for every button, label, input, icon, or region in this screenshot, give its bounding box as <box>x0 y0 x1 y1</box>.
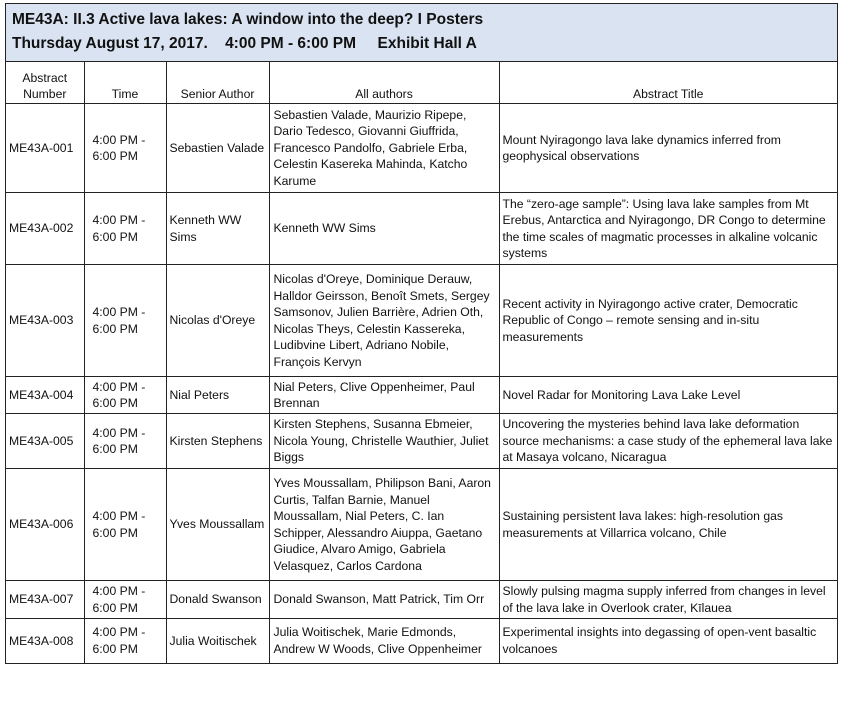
abstract-title: Slowly pulsing magma supply inferred from changes in level of the lava lake in Overlook crater, Kīlauea <box>499 581 837 619</box>
session-header <box>6 4 837 62</box>
session-date: Thursday August 17, 2017. <box>12 35 208 52</box>
abstract-number: ME43A-008 <box>6 619 84 663</box>
session-sheet <box>5 3 838 664</box>
abstract-title: Novel Radar for Monitoring Lava Lake Level <box>499 377 837 414</box>
column-header-number: Abstract Number <box>6 62 84 104</box>
senior-author: Kenneth WW Sims <box>166 193 269 265</box>
abstract-time: 4:00 PM - 6:00 PM <box>84 193 166 265</box>
abstract-time: 4:00 PM - 6:00 PM <box>84 104 166 193</box>
session-time: 4:00 PM - 6:00 PM <box>225 35 356 52</box>
all-authors: Kenneth WW Sims <box>269 193 499 265</box>
abstract-title: Experimental insights into degassing of open-vent basaltic volcanoes <box>499 619 837 663</box>
column-header-title: Abstract Title <box>499 62 837 104</box>
column-header-all-authors: All authors <box>269 62 499 104</box>
table-header-row <box>6 62 837 104</box>
abstract-title: Recent activity in Nyiragongo active crater, Democratic Republic of Congo – remote sensing and in-situ measurements <box>499 265 837 377</box>
abstract-number: ME43A-005 <box>6 414 84 469</box>
table-row <box>6 619 837 663</box>
table-row <box>6 265 837 377</box>
abstracts-table <box>6 62 837 663</box>
senior-author: Donald Swanson <box>166 581 269 619</box>
abstract-title: The “zero-age sample”: Using lava lake samples from Mt Erebus, Antarctica and Nyiragongo, DR Congo to determine the time scales of magmatic processes in alkaline volcanic systems <box>499 193 837 265</box>
abstract-number: ME43A-002 <box>6 193 84 265</box>
all-authors: Julia Woitischek, Marie Edmonds, Andrew W Woods, Clive Oppenheimer <box>269 619 499 663</box>
abstract-number: ME43A-007 <box>6 581 84 619</box>
senior-author: Sebastien Valade <box>166 104 269 193</box>
table-row <box>6 377 837 414</box>
column-header-senior-author: Senior Author <box>166 62 269 104</box>
table-row <box>6 104 837 193</box>
all-authors: Donald Swanson, Matt Patrick, Tim Orr <box>269 581 499 619</box>
abstract-number: ME43A-004 <box>6 377 84 414</box>
table-row <box>6 581 837 619</box>
session-location: Exhibit Hall A <box>377 35 477 52</box>
all-authors: Nial Peters, Clive Oppenheimer, Paul Brennan <box>269 377 499 414</box>
column-header-time: Time <box>84 62 166 104</box>
abstract-number: ME43A-001 <box>6 104 84 193</box>
session-schedule <box>12 32 831 56</box>
abstract-time: 4:00 PM - 6:00 PM <box>84 377 166 414</box>
all-authors: Kirsten Stephens, Susanna Ebmeier, Nicola Young, Christelle Wauthier, Juliet Biggs <box>269 414 499 469</box>
all-authors: Nicolas d'Oreye, Dominique Derauw, Halldor Geirsson, Benoît Smets, Sergey Samsonov, Julien Barrière, Adrien Oth, Nicolas Theys, Celestin Kassereka, Ludibvine Libert, Adriano Nobile, François Kervyn <box>269 265 499 377</box>
abstract-time: 4:00 PM - 6:00 PM <box>84 581 166 619</box>
abstract-number: ME43A-003 <box>6 265 84 377</box>
abstract-time: 4:00 PM - 6:00 PM <box>84 414 166 469</box>
table-row <box>6 414 837 469</box>
senior-author: Julia Woitischek <box>166 619 269 663</box>
abstract-title: Uncovering the mysteries behind lava lake deformation source mechanisms: a case study of the ephemeral lava lake at Masaya volcano, Nicaragua <box>499 414 837 469</box>
abstract-time: 4:00 PM - 6:00 PM <box>84 619 166 663</box>
all-authors: Sebastien Valade, Maurizio Ripepe, Dario Tedesco, Giovanni Giuffrida, Francesco Pandolfo, Gabriele Erba, Celestin Kasereka Mahinda, Katcho Karume <box>269 104 499 193</box>
abstract-title: Mount Nyiragongo lava lake dynamics inferred from geophysical observations <box>499 104 837 193</box>
all-authors: Yves Moussallam, Philipson Bani, Aaron Curtis, Talfan Barnie, Manuel Moussallam, Nial Peters, C. Ian Schipper, Alessandro Aiuppa, Gaetano Giudice, Alvaro Amigo, Gabriela Velasquez, Carlos Cardona <box>269 469 499 581</box>
senior-author: Yves Moussallam <box>166 469 269 581</box>
senior-author: Kirsten Stephens <box>166 414 269 469</box>
abstract-number: ME43A-006 <box>6 469 84 581</box>
abstract-time: 4:00 PM - 6:00 PM <box>84 265 166 377</box>
senior-author: Nicolas d'Oreye <box>166 265 269 377</box>
table-row <box>6 193 837 265</box>
session-title: ME43A: II.3 Active lava lakes: A window into the deep? I Posters <box>12 11 484 28</box>
senior-author: Nial Peters <box>166 377 269 414</box>
abstract-time: 4:00 PM - 6:00 PM <box>84 469 166 581</box>
table-row <box>6 469 837 581</box>
abstract-title: Sustaining persistent lava lakes: high-resolution gas measurements at Villarrica volcano, Chile <box>499 469 837 581</box>
